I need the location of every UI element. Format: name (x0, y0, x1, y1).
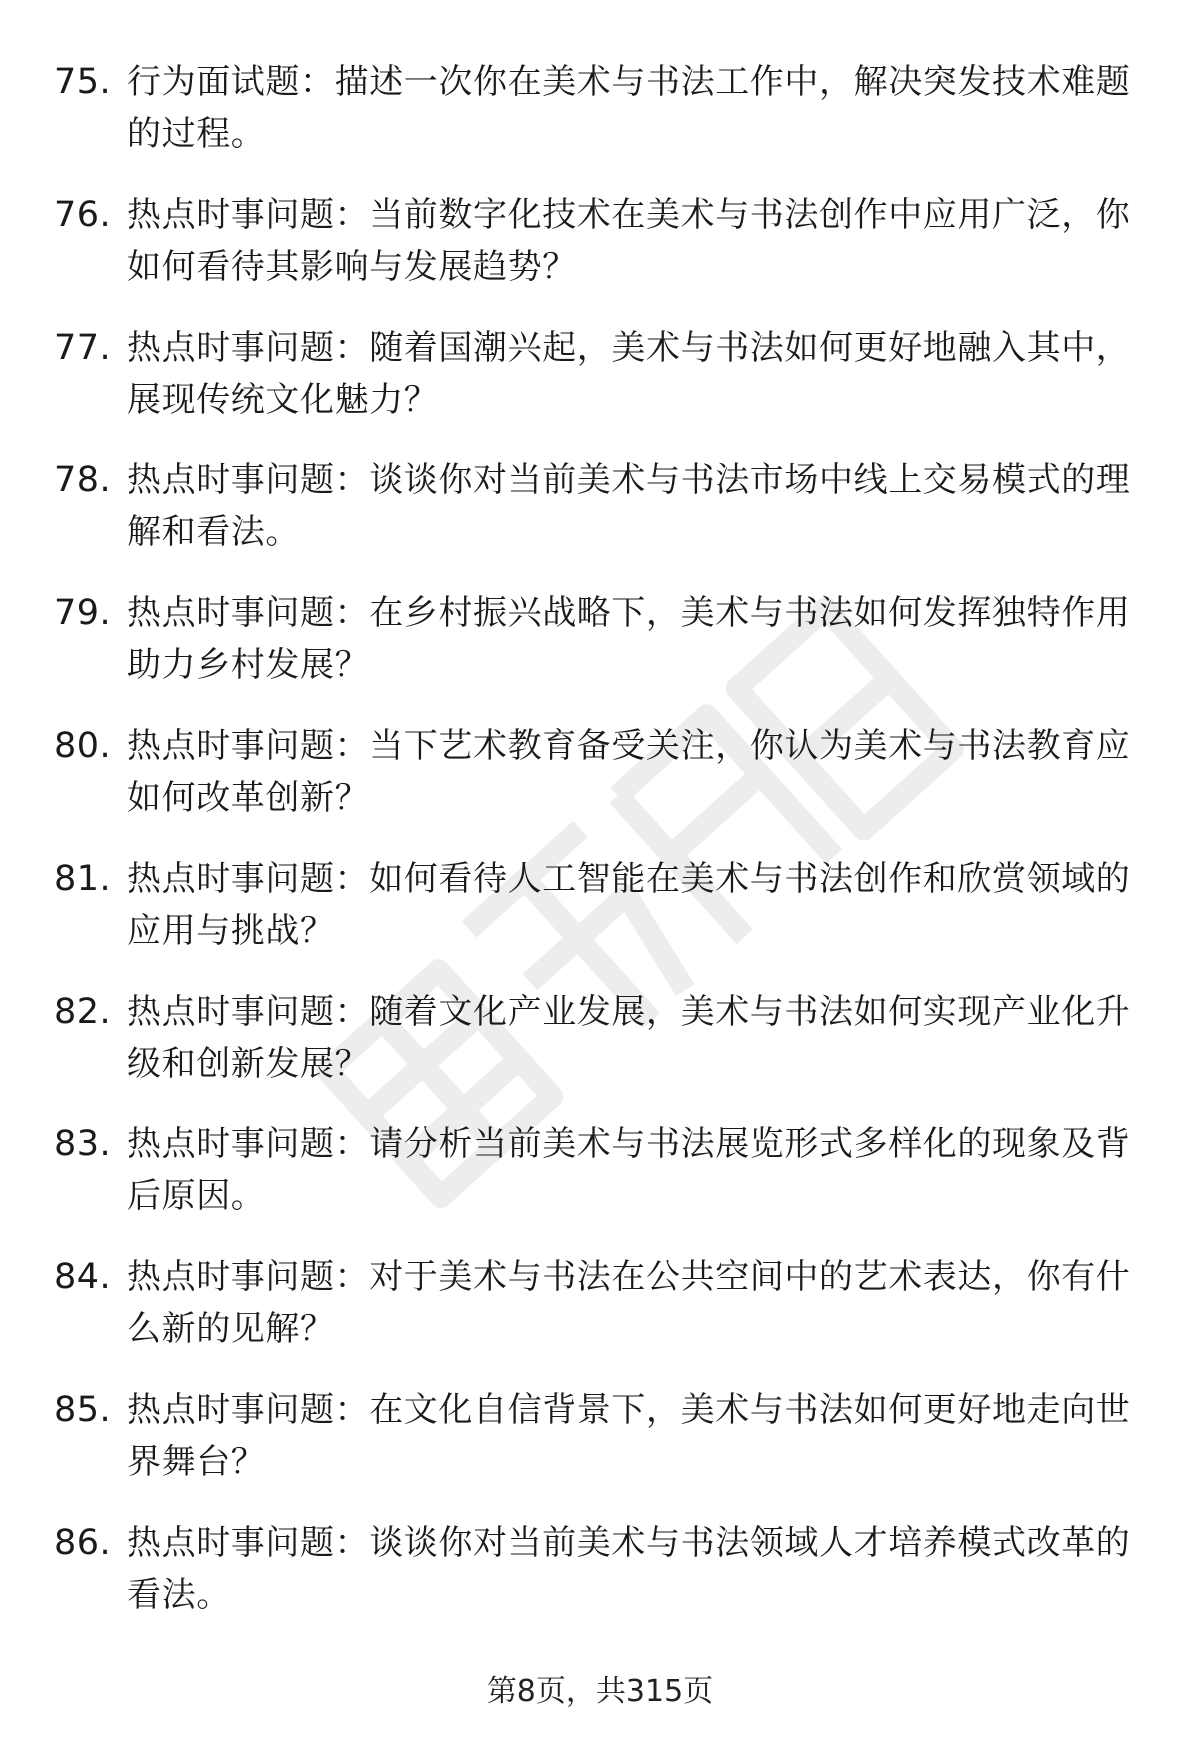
list-item (0, 1118, 1200, 1251)
list-item (0, 986, 1200, 1119)
question-text: 热点时事问题：在乡村振兴战略下，美术与书法如何发挥独特作用助力乡村发展？ (127, 593, 1131, 686)
list-item (0, 322, 1200, 455)
list-item (0, 587, 1200, 720)
list-item (0, 853, 1200, 986)
question-text: 热点时事问题：谈谈你对当前美术与书法市场中线上交易模式的理解和看法。 (127, 460, 1131, 553)
list-item (0, 1251, 1200, 1384)
question-text: 热点时事问题：请分析当前美术与书法展览形式多样化的现象及背后原因。 (127, 1124, 1131, 1217)
question-number: 76. (54, 194, 112, 235)
question-text: 热点时事问题：当前数字化技术在美术与书法创作中应用广泛，你如何看待其影响与发展趋势？ (127, 194, 1131, 287)
question-number: 85. (54, 1389, 112, 1430)
question-text: 热点时事问题：谈谈你对当前美术与书法领域人才培养模式改革的看法。 (127, 1522, 1131, 1615)
question-number: 80. (54, 725, 112, 766)
question-text: 热点时事问题：当下艺术教育备受关注，你认为美术与书法教育应如何改革创新？ (127, 725, 1131, 818)
question-number: 78. (54, 460, 112, 501)
list-item (0, 56, 1200, 189)
question-number: 86. (54, 1522, 112, 1563)
list-item (0, 454, 1200, 587)
question-text: 热点时事问题：如何看待人工智能在美术与书法创作和欣赏领域的应用与挑战？ (127, 858, 1131, 951)
question-list (0, 56, 1200, 1650)
question-number: 81. (54, 858, 112, 899)
question-text: 热点时事问题：随着国潮兴起，美术与书法如何更好地融入其中，展现传统文化魅力？ (127, 327, 1131, 420)
page-number-footer: 第8页，共315页 (486, 1674, 714, 1709)
question-number: 75. (54, 62, 112, 102)
question-text: 热点时事问题：随着文化产业发展，美术与书法如何实现产业化升级和创新发展？ (127, 991, 1131, 1084)
list-item (0, 1384, 1200, 1517)
question-number: 84. (54, 1257, 112, 1298)
list-item (0, 720, 1200, 853)
list-item (0, 189, 1200, 322)
question-number: 79. (54, 593, 112, 634)
question-text: 热点时事问题：对于美术与书法在公共空间中的艺术表达，你有什么新的见解？ (127, 1257, 1131, 1350)
question-number: 83. (54, 1124, 112, 1165)
question-text: 热点时事问题：在文化自信背景下，美术与书法如何更好地走向世界舞台？ (127, 1389, 1131, 1482)
question-number: 82. (54, 991, 112, 1032)
list-item (0, 1517, 1200, 1650)
question-number: 77. (54, 327, 112, 368)
question-text: 行为面试题：描述一次你在美术与书法工作中，解决突发技术难题的过程。 (127, 62, 1131, 154)
